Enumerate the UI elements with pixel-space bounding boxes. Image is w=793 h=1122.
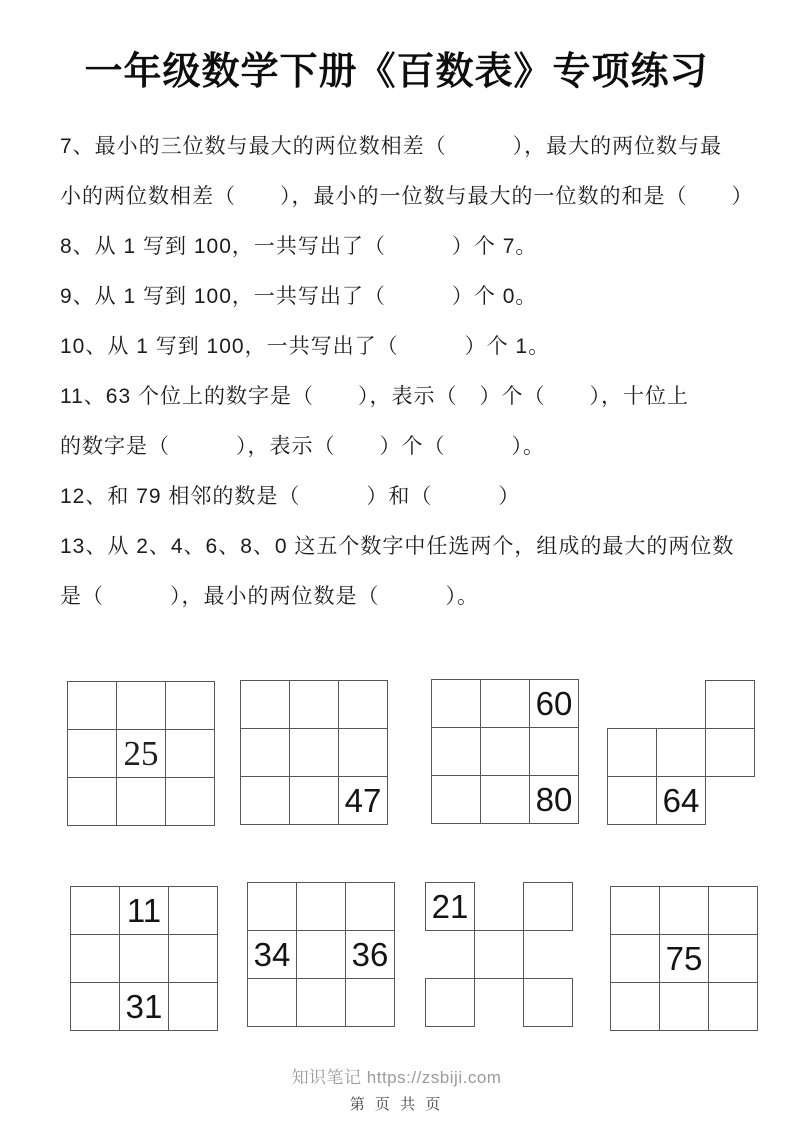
grid-puzzle-8 <box>610 886 758 1031</box>
grid-cell <box>119 934 169 983</box>
questions-section <box>60 122 754 622</box>
grid-cell <box>240 680 290 729</box>
question-11-line-2: 的数字是（ ），表示（ ）个（ ）。 <box>60 435 545 458</box>
grid-cell <box>247 978 297 1027</box>
question-10: 10、从 1 写到 100，一共写出了（ ）个 1。 <box>60 335 551 358</box>
page-title: 一年级数学下册《百数表》专项练习 <box>84 51 709 93</box>
grid-cell <box>168 982 218 1031</box>
grid-cell <box>289 728 339 777</box>
grid-cell <box>431 727 481 776</box>
grid-cell <box>296 978 346 1027</box>
grid-cell: 80 <box>529 775 579 824</box>
grid-cell <box>610 982 660 1031</box>
grid-cell <box>247 882 297 931</box>
grid-cell <box>67 681 117 730</box>
grid-puzzle-6 <box>247 882 395 1027</box>
grid-puzzle-5 <box>70 886 218 1031</box>
question-11-line-1: 11、63 个位上的数字是（ ），表示（ ）个（ ），十位上 <box>60 385 689 408</box>
grid-puzzle-3 <box>431 679 579 824</box>
grid-cell <box>656 728 706 777</box>
grid-cell <box>165 729 215 778</box>
grid-cell <box>659 982 709 1031</box>
grid-cell: 34 <box>247 930 297 979</box>
question-8: 8、从 1 写到 100，一共写出了（ ）个 7。 <box>60 235 538 258</box>
grid-cell <box>523 978 573 1027</box>
grid-cell <box>289 680 339 729</box>
grid-cell <box>474 930 524 979</box>
grid-cell <box>529 727 579 776</box>
grid-cell <box>168 934 218 983</box>
grid-cell <box>610 934 660 983</box>
grid-cell <box>240 728 290 777</box>
grid-cell <box>708 982 758 1031</box>
grid-cell <box>296 882 346 931</box>
grid-cell <box>431 679 481 728</box>
grid-puzzle-2 <box>240 680 388 825</box>
grid-cell <box>67 729 117 778</box>
grid-cell <box>338 680 388 729</box>
grid-cell <box>610 886 660 935</box>
grid-cell <box>116 777 166 826</box>
grid-cell <box>296 930 346 979</box>
grid-cell <box>289 776 339 825</box>
grid-puzzle-4 <box>607 680 755 825</box>
grid-cell <box>480 775 530 824</box>
grid-cell <box>168 886 218 935</box>
grid-cell <box>607 728 657 777</box>
grid-cell: 47 <box>338 776 388 825</box>
grid-cell <box>165 681 215 730</box>
grid-puzzle-7 <box>425 882 573 1027</box>
grid-cell <box>70 982 120 1031</box>
question-7-line-2: 小的两位数相差（ ），最小的一位数与最大的一位数的和是（ ） <box>60 185 754 208</box>
grid-cell: 36 <box>345 930 395 979</box>
grid-cell <box>480 727 530 776</box>
grid-cell <box>705 728 755 777</box>
grid-cell: 11 <box>119 886 169 935</box>
grid-cell <box>116 681 166 730</box>
grid-cell <box>338 728 388 777</box>
grid-cell <box>165 777 215 826</box>
question-9: 9、从 1 写到 100，一共写出了（ ）个 0。 <box>60 285 538 308</box>
grid-puzzle-1 <box>67 681 215 826</box>
grid-cell <box>431 775 481 824</box>
grid-cell <box>523 882 573 931</box>
page-number-label: 第 页 共 页 <box>349 1096 444 1113</box>
grid-cell <box>425 978 475 1027</box>
grid-cell <box>708 934 758 983</box>
grid-cell <box>708 886 758 935</box>
page-footer <box>0 1063 793 1114</box>
site-credit: 知识笔记 https://zsbiji.com <box>291 1068 502 1087</box>
grid-cell: 75 <box>659 934 709 983</box>
grid-cell: 25 <box>116 729 166 778</box>
grid-cell: 64 <box>656 776 706 825</box>
grid-cell <box>70 934 120 983</box>
grid-cell: 21 <box>425 882 475 931</box>
grid-cell: 31 <box>119 982 169 1031</box>
grid-cell: 60 <box>529 679 579 728</box>
grid-cell <box>70 886 120 935</box>
grid-cell <box>240 776 290 825</box>
question-13-line-2: 是（ ），最小的两位数是（ ）。 <box>60 585 479 608</box>
grid-cell <box>607 776 657 825</box>
grid-cell <box>67 777 117 826</box>
grid-cell <box>659 886 709 935</box>
grid-cell <box>345 978 395 1027</box>
question-12: 12、和 79 相邻的数是（ ）和（ ） <box>60 485 521 508</box>
question-13-line-1: 13、从 2、4、6、8、0 这五个数字中任选两个，组成的最大的两位数 <box>60 535 735 558</box>
grid-cell <box>345 882 395 931</box>
question-7-line-1: 7、最小的三位数与最大的两位数相差（ ），最大的两位数与最 <box>60 135 723 158</box>
grid-cell <box>705 680 755 729</box>
grid-cell <box>480 679 530 728</box>
